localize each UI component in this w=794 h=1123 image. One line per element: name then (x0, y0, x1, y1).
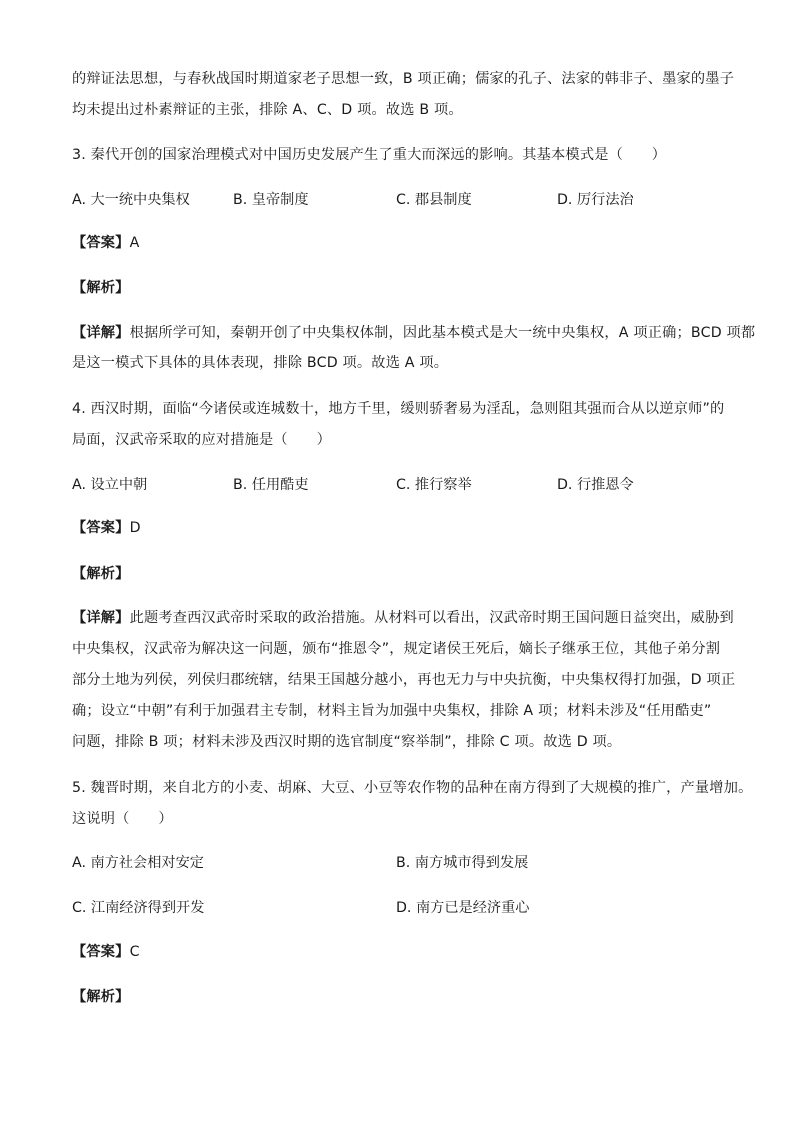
q5-analysis-heading (72, 986, 130, 1006)
answer-tag: 【答案】 (72, 944, 130, 960)
detail-tag: 【详解】 (72, 325, 130, 341)
q3-detail-line-2: 是这一模式下具体的具体表现，排除 BCD 项。故选 A 项。 (72, 355, 449, 371)
q5-option-b: B. 南方城市得到发展 (396, 855, 529, 871)
q4-answer (72, 517, 141, 537)
analysis-tag: 【解析】 (72, 280, 130, 296)
answer-value: A (129, 235, 140, 251)
q3-detail-line-1 (72, 322, 755, 342)
q5-option-d: D. 南方已是经济重心 (396, 900, 530, 916)
analysis-tag: 【解析】 (72, 566, 130, 582)
detail-tag: 【详解】 (72, 610, 130, 626)
q4-detail-line-4: 确；设立“中朝”有利于加强君主专制，材料主旨为加强中央集权，排除 A 项；材料未涉及“任用酷吏” (72, 703, 712, 719)
q4-option-c: C. 推行察举 (396, 477, 472, 493)
detail-text: 此题考查西汉武帝时采取的政治措施。从材料可以看出，汉武帝时期王国问题日益突出，威胁到 (129, 610, 734, 626)
answer-value: C (129, 944, 140, 960)
answer-tag: 【答案】 (72, 235, 130, 251)
detail-text: 根据所学可知，秦朝开创了中央集权体制，因此基本模式是大一统中央集权，A 项正确；BCD 项都 (129, 325, 756, 341)
q4-detail-line-2: 中央集权，汉武帝为解决这一问题，颁布“推恩令”，规定诸侯王死后，嫡长子继承王位，其他子弟分割 (72, 641, 721, 657)
q5-answer (72, 941, 140, 961)
q5-option-a: A. 南方社会相对安定 (72, 855, 204, 871)
q4-option-b: B. 任用酷吏 (233, 477, 309, 493)
q4-analysis-heading (72, 563, 130, 583)
q3-analysis-heading (72, 277, 130, 297)
q5-option-c: C. 江南经济得到开发 (72, 900, 205, 916)
q5-stem-line-1: 5. 魏晋时期，来自北方的小麦、胡麻、大豆、小豆等农作物的品种在南方得到了大规模的推广，产量增加。 (72, 780, 753, 796)
answer-value: D (129, 520, 141, 536)
q4-stem-line-1: 4. 西汉时期，面临“今诸侯或连城数十，地方千里，缓则骄奢易为淫乱，急则阻其强而合从以逆京师”的 (72, 401, 725, 417)
q3-option-c: C. 郡县制度 (396, 192, 472, 208)
q3-option-a: A. 大一统中央集权 (72, 192, 190, 208)
q4-detail-line-3: 部分土地为列侯，列侯归郡统辖，结果王国越分越小，再也无力与中央抗衡，中央集权得打加强，D 项正 (72, 672, 736, 688)
q4-stem-line-2: 局面，汉武帝采取的应对措施是（ ） (72, 432, 331, 448)
q4-detail-line-1 (72, 607, 734, 627)
answer-tag: 【答案】 (72, 520, 130, 536)
q4-detail-line-5: 问题，排除 B 项；材料未涉及西汉时期的选官制度“察举制”，排除 C 项。故选 D 项。 (72, 734, 622, 750)
q3-option-b: B. 皇帝制度 (233, 192, 309, 208)
q3-answer (72, 232, 139, 252)
q5-stem-line-2: 这说明（ ） (72, 811, 173, 827)
q4-option-a: A. 设立中朝 (72, 477, 148, 493)
q3-option-d: D. 厉行法治 (557, 192, 634, 208)
q4-option-d: D. 行推恩令 (557, 477, 634, 493)
analysis-tag: 【解析】 (72, 989, 130, 1005)
q3-stem: 3. 秦代开创的国家治理模式对中国历史发展产生了重大而深远的影响。其基本模式是（ ） (72, 147, 667, 163)
q2-explanation-line-1: 的辩证法思想，与春秋战国时期道家老子思想一致，B 项正确；儒家的孔子、法家的韩非子、墨家的墨子 (72, 71, 735, 87)
q2-explanation-line-2: 均未提出过朴素辩证的主张，排除 A、C、D 项。故选 B 项。 (72, 102, 463, 118)
